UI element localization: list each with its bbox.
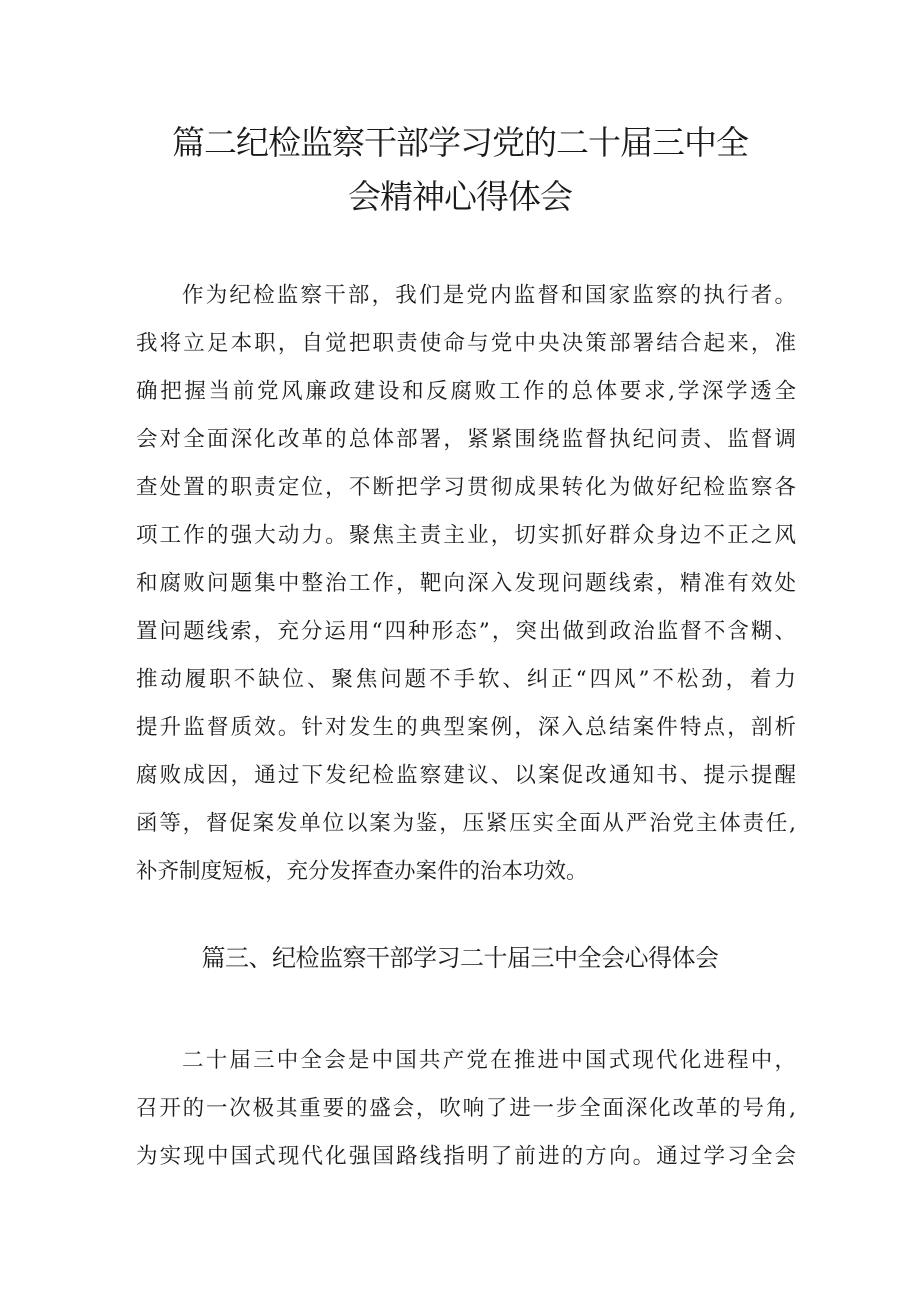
paragraph-line: 项工作的强大动力。聚焦主责主业，切实抓好群众身边不正之风 bbox=[136, 523, 796, 548]
paragraph-line: 作为纪检监察干部，我们是党内监督和国家监察的执行者。 bbox=[182, 283, 796, 308]
paragraph-line: 提升监督质效。针对发生的典型案例，深入总结案件特点，剖析 bbox=[136, 715, 796, 740]
paragraph-line: 腐败成因，通过下发纪检监察建议、以案促改通知书、提示提醒 bbox=[136, 763, 796, 788]
section-2-title: 篇三、纪检监察干部学习二十届三中全会心得体会 bbox=[201, 944, 719, 972]
document-title-line-2: 会精神心得体会 bbox=[348, 177, 572, 216]
paragraph-line: 推动履职不缺位、聚焦问题不手软、纠正“四风”不松劲，着力 bbox=[136, 667, 796, 692]
paragraph-line: 二十届三中全会是中国共产党在推进中国式现代化进程中， bbox=[182, 1048, 796, 1073]
paragraph-line: 函等，督促案发单位以案为鉴，压紧压实全面从严治党主体责任, bbox=[136, 811, 796, 836]
paragraph-line: 召开的一次极其重要的盛会，吹响了进一步全面深化改革的号角, bbox=[136, 1096, 796, 1121]
paragraph-line: 确把握当前党风廉政建设和反腐败工作的总体要求,学深学透全 bbox=[136, 379, 796, 404]
paragraph-line: 为实现中国式现代化强国路线指明了前进的方向。通过学习全会 bbox=[136, 1144, 796, 1169]
paragraph-line: 查处置的职责定位，不断把学习贯彻成果转化为做好纪检监察各 bbox=[136, 475, 796, 500]
paragraph-line: 置问题线索，充分运用“四种形态”，突出做到政治监督不含糊、 bbox=[136, 619, 796, 644]
paragraph-line: 会对全面深化改革的总体部署，紧紧围绕监督执纪问责、监督调 bbox=[136, 427, 796, 452]
paragraph-line: 我将立足本职，自觉把职责使命与党中央决策部署结合起来，准 bbox=[136, 331, 796, 356]
document-title-line-1: 篇二纪检监察干部学习党的二十届三中全 bbox=[172, 123, 748, 162]
paragraph-line: 和腐败问题集中整治工作，靶向深入发现问题线索，精准有效处 bbox=[136, 571, 796, 596]
paragraph-line: 补齐制度短板，充分发挥查办案件的治本功效。 bbox=[136, 859, 588, 884]
